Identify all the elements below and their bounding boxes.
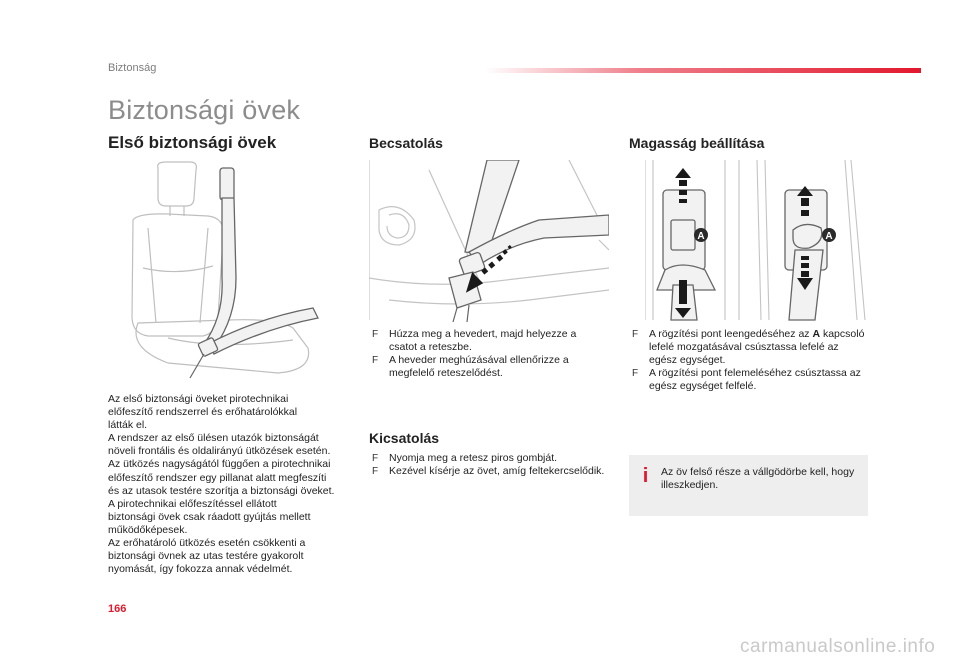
text-line: A pirotechnikai előfeszítéssel ellátott bbox=[108, 497, 277, 510]
height-heading: Magasság beállítása bbox=[629, 135, 765, 151]
info-text: Az öv felső része a vállgödörbe kell, hogy illeszkedjen. bbox=[661, 466, 855, 492]
page-title: Biztonsági övek bbox=[108, 95, 301, 125]
fastening-steps bbox=[369, 328, 607, 380]
bullet-icon: F bbox=[631, 329, 639, 340]
list-item bbox=[369, 452, 607, 465]
step-text: Húzza meg a hevedert, majd helyezze a csatot a reteszbe. bbox=[389, 328, 577, 354]
text-line: nyomását, így fokozza annak védelmét. bbox=[108, 563, 293, 576]
front-belts-heading: Első biztonsági övek bbox=[108, 133, 277, 152]
bullet-icon: F bbox=[371, 466, 379, 478]
buckle-illustration bbox=[369, 160, 609, 322]
list-item bbox=[369, 354, 607, 380]
fastening-heading: Becsatolás bbox=[369, 135, 443, 151]
text-line: és az utasok testére szorítja a biztonsági öveket. bbox=[108, 484, 335, 497]
step-text: A rögzítési pont leengedéséhez az bbox=[649, 328, 813, 340]
watermark: carmanualsonline.info bbox=[740, 636, 936, 657]
step-text: A rögzítési pont felemeléséhez csúsztassa az egész egységet felfelé. bbox=[649, 367, 861, 393]
unfastening-steps bbox=[369, 452, 607, 478]
step-text: Kezével kísérje az övet, amíg feltekercselődik. bbox=[389, 465, 605, 478]
list-item bbox=[629, 328, 869, 367]
front-belts-paragraph bbox=[108, 393, 358, 576]
text-line: előfeszítő rendszer egy pillanat alatt megfeszíti bbox=[108, 471, 327, 484]
text-line: Az ütközés nagyságától függően a pirotechnikai bbox=[108, 458, 331, 471]
section-label: Biztonság bbox=[108, 62, 157, 74]
step-text: A heveder meghúzásával ellenőrizze a megfelelő reteszelődést. bbox=[389, 354, 569, 380]
bullet-icon: F bbox=[371, 329, 379, 340]
text-line: látták el. bbox=[108, 419, 148, 432]
text-line: növeli frontális és oldalirányú ütközések esetén. bbox=[108, 445, 331, 458]
page-number: 166 bbox=[108, 603, 127, 615]
step-text: kapcsoló lefelé mozgatásával csúsztassa lefelé az egész egységet. bbox=[649, 328, 865, 367]
callout-letter: A bbox=[697, 231, 705, 242]
info-icon: i bbox=[642, 465, 649, 487]
text-line: biztonsági övek csak ráadott gyújtás mellett bbox=[108, 510, 311, 523]
text-line: Az első biztonsági öveket pirotechnikai bbox=[108, 393, 289, 405]
step-text-bold: A bbox=[812, 328, 821, 340]
bullet-icon: F bbox=[371, 355, 379, 367]
bullet-icon: F bbox=[371, 453, 379, 464]
list-item bbox=[369, 465, 607, 478]
callout-letter: A bbox=[825, 231, 833, 242]
step-text: Nyomja meg a retesz piros gombját. bbox=[389, 452, 558, 464]
list-item bbox=[369, 328, 607, 354]
text-line: biztonsági övnek az utas testére gyakorolt bbox=[108, 550, 304, 563]
text-line: Az erőhatároló ütközés esetén csökkenti a bbox=[108, 537, 306, 550]
text-line: előfeszítő rendszerrel és erőhatárolókkal bbox=[108, 406, 298, 419]
header-rule bbox=[485, 68, 921, 73]
text-line: működőképesek. bbox=[108, 523, 188, 536]
seat-belt-illustration bbox=[108, 158, 353, 383]
bullet-icon: F bbox=[631, 368, 639, 380]
height-adjust-illustration bbox=[645, 160, 870, 322]
height-steps bbox=[629, 328, 869, 393]
unfastening-heading: Kicsatolás bbox=[369, 430, 440, 446]
list-item bbox=[629, 367, 869, 393]
text-line: A rendszer az első ülésen utazók biztonságát bbox=[108, 432, 319, 445]
